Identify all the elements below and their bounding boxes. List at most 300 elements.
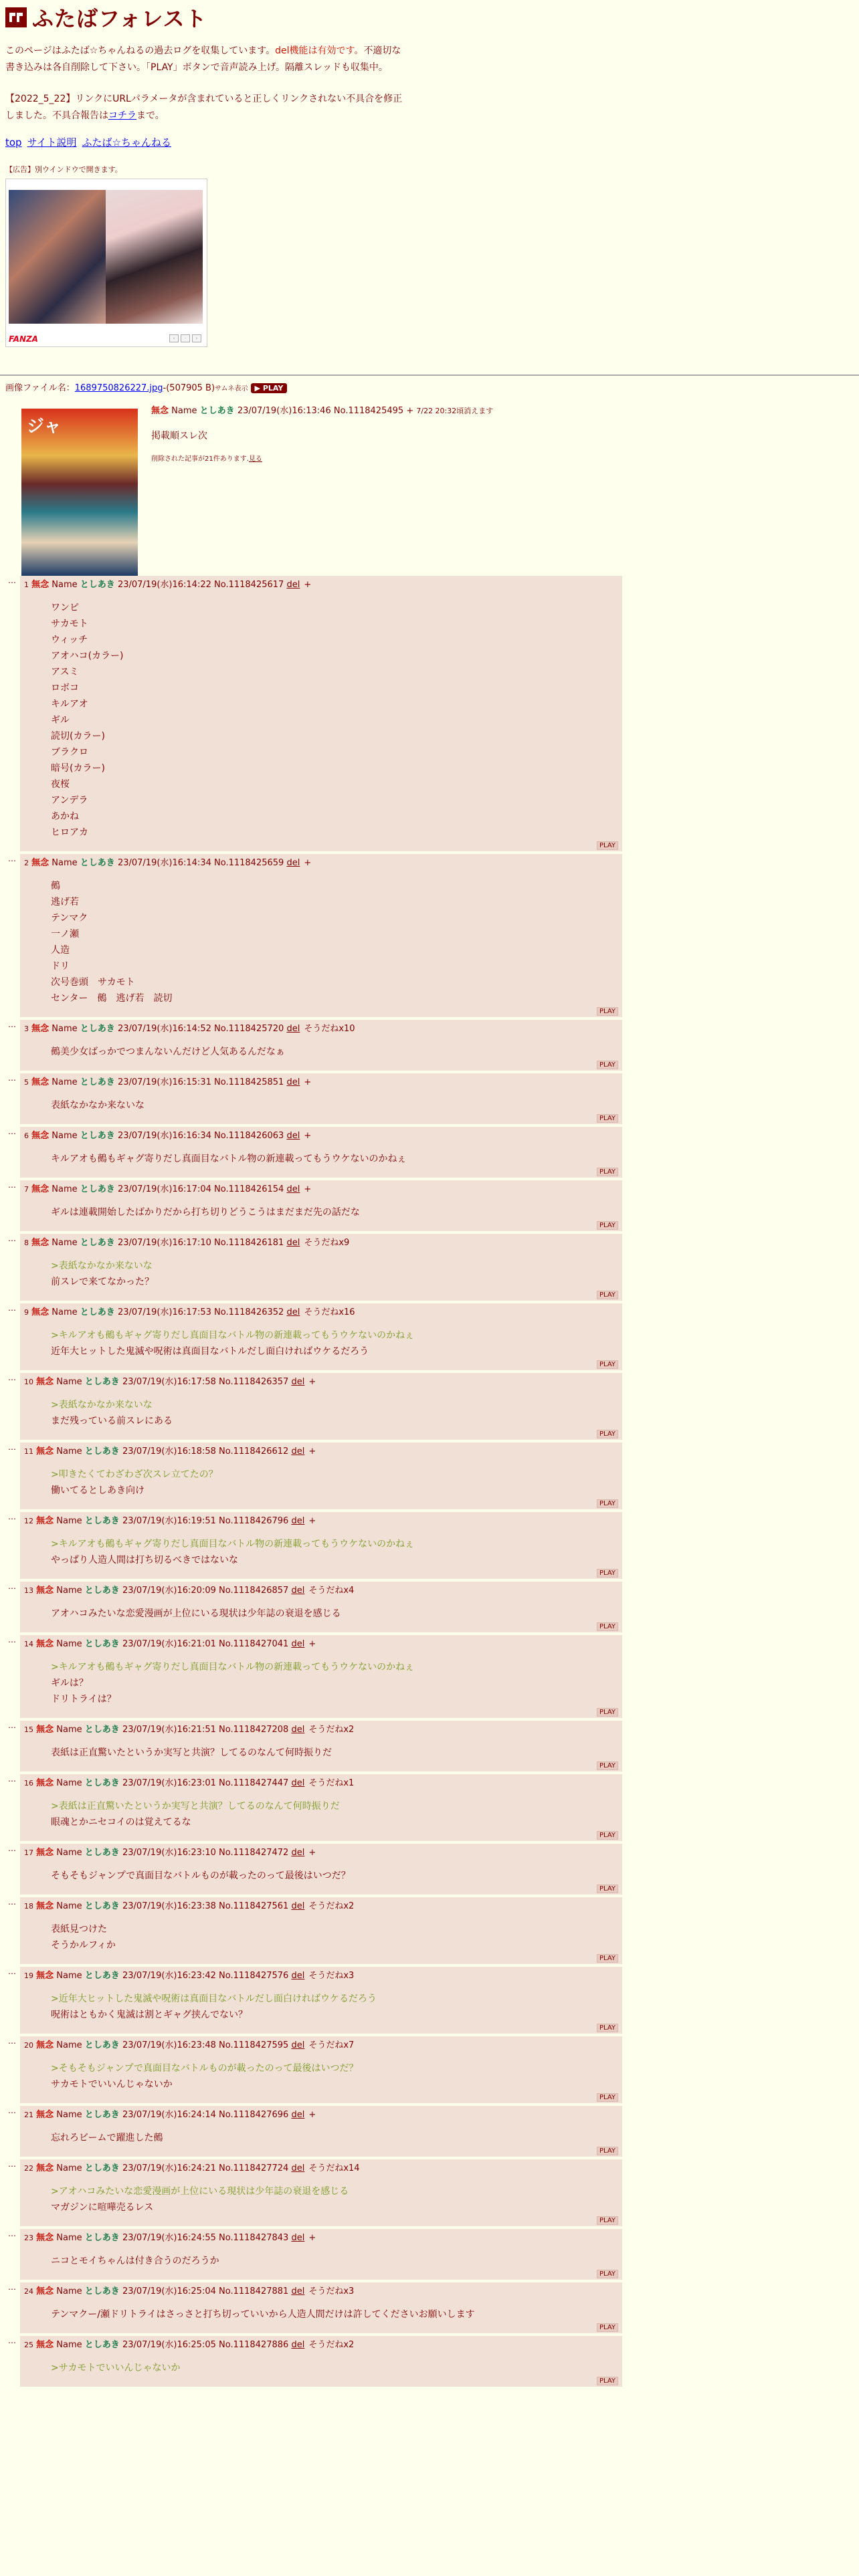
reply-sodane[interactable]: そうだねx2	[308, 2340, 355, 2350]
reply-meta	[24, 1515, 618, 1528]
reply-name-label: Name	[56, 1639, 82, 1649]
reply-sodane[interactable]: +	[308, 1446, 316, 1457]
reply-play-button[interactable]: PLAY	[597, 1430, 618, 1438]
reply-line: サカモトでいいんじゃないか	[51, 2079, 173, 2090]
reply-subject: 無念	[36, 1377, 54, 1387]
reply-name: としあき	[80, 1024, 115, 1034]
reply-number[interactable]: No.1118426357	[219, 1377, 289, 1387]
reply-name-label: Name	[56, 1586, 82, 1596]
reply-index: 18	[24, 1902, 33, 1911]
nav-futaba-link[interactable]: ふたば☆ちゃんねる	[82, 136, 171, 148]
reply-post	[20, 1844, 622, 1895]
reply-number[interactable]: No.1118427576	[219, 1971, 289, 1981]
reply-play-button[interactable]: PLAY	[597, 1708, 618, 1717]
reply-name-label: Name	[56, 2286, 82, 2296]
reply-body	[51, 2306, 618, 2323]
reply-datetime: 23/07/19(水)16:23:48	[122, 2040, 216, 2050]
reply-play	[24, 1623, 618, 1631]
reply-quote: >そもそもジャンプで真面目なバトルものが載ったのって最後はいつだ？	[51, 2063, 359, 2074]
reply-del-link[interactable]: del	[291, 1586, 305, 1596]
reply-row	[5, 854, 848, 1017]
reply-del-link[interactable]: del	[291, 1446, 305, 1457]
report-link[interactable]: コチラ	[108, 110, 136, 121]
reply-line: アンデラ	[51, 795, 88, 806]
reply-meta	[24, 578, 618, 592]
reply-dots: …	[8, 2036, 16, 2046]
reply-dots: …	[8, 2282, 16, 2292]
reply-number[interactable]: No.1118427886	[219, 2340, 289, 2350]
reply-line: そもそもジャンプで真面目なバトルものが載ったのって最後はいつだ？	[51, 1870, 351, 1881]
reply-del-link[interactable]: del	[286, 858, 300, 868]
reply-play-button[interactable]: PLAY	[597, 2024, 618, 2032]
reply-sodane[interactable]: +	[308, 1639, 316, 1649]
thread	[5, 383, 848, 2389]
reply-post	[20, 1020, 622, 1071]
reply-quote: >表紙なかなか来ないな	[51, 1261, 153, 1271]
reply-number[interactable]: No.1118426857	[219, 1586, 289, 1596]
ad-panel-left	[9, 190, 106, 324]
reply-del-link[interactable]: del	[291, 1516, 305, 1526]
ad-panel-right	[106, 190, 203, 324]
reply-del-link[interactable]: del	[291, 2233, 305, 2243]
reply-dots: …	[8, 1582, 16, 1591]
reply-del-link[interactable]: del	[291, 2340, 305, 2350]
reply-play-button[interactable]: PLAY	[597, 2147, 618, 2155]
reply-subject: 無念	[31, 1024, 50, 1034]
reply-subject: 無念	[31, 1238, 50, 1248]
reply-row	[5, 2282, 848, 2333]
reply-name-label: Name	[56, 1971, 82, 1981]
file-name-link[interactable]: 1689750826227.jpg	[74, 383, 163, 393]
reply-datetime: 23/07/19(水)16:24:21	[122, 2163, 216, 2173]
reply-body	[51, 2183, 618, 2216]
reply-row	[5, 1020, 848, 1071]
reply-del-link[interactable]: del	[291, 2286, 305, 2296]
ad-image[interactable]	[9, 190, 203, 324]
reply-number[interactable]: No.1118425659	[214, 858, 284, 868]
reply-datetime: 23/07/19(水)16:17:04	[117, 1184, 211, 1194]
ad-prev-icon[interactable]: ‹	[169, 334, 179, 342]
reply-dots: …	[8, 2229, 16, 2238]
reply-number[interactable]: No.1118427843	[219, 2233, 289, 2243]
reply-subject: 無念	[36, 1639, 54, 1649]
reply-del-link[interactable]: del	[286, 1307, 300, 1317]
reply-post	[20, 2229, 622, 2280]
reply-play-button[interactable]: PLAY	[597, 2216, 618, 2225]
reply-number[interactable]: No.1118427881	[219, 2286, 289, 2296]
reply-sodane[interactable]: そうだねx1	[308, 1778, 355, 1788]
reply-sodane[interactable]: そうだねx2	[308, 1725, 355, 1735]
reply-line: 呪術はともかく鬼滅は割とギャグ挟んでない？	[51, 2010, 248, 2020]
reply-del-link[interactable]: del	[291, 1848, 305, 1858]
reply-subject: 無念	[31, 1077, 50, 1087]
op-play-button[interactable]: ▶ PLAY	[251, 383, 288, 393]
reply-datetime: 23/07/19(水)16:18:58	[122, 1446, 216, 1457]
reply-play-button[interactable]: PLAY	[597, 1831, 618, 1840]
reply-line: あかね	[51, 811, 79, 822]
reply-line: テンマク	[51, 913, 88, 924]
reply-play-button[interactable]: PLAY	[597, 1569, 618, 1578]
reply-line: 読切(カラー)	[51, 731, 105, 742]
reply-play-button[interactable]: PLAY	[597, 1360, 618, 1369]
reply-del-link[interactable]: del	[286, 1077, 300, 1087]
reply-del-link[interactable]: del	[286, 580, 300, 590]
op-name-label: Name	[171, 406, 197, 416]
reply-line: ギルは連載開始したばかりだから打ち切りどうこうはまだまだ先の話だな	[51, 1207, 360, 1218]
reply-body	[51, 1745, 618, 1761]
reply-play	[24, 1115, 618, 1123]
reply-del-link[interactable]: del	[291, 1639, 305, 1649]
site-title: ふたばフォレスト	[32, 6, 207, 31]
reply-sodane[interactable]: そうだねx10	[304, 1024, 355, 1034]
reply-play-button[interactable]: PLAY	[597, 1061, 618, 1069]
reply-dots: …	[8, 1303, 16, 1313]
reply-meta	[24, 857, 618, 870]
reply-subject: 無念	[36, 2233, 54, 2243]
reply-del-link[interactable]: del	[286, 1024, 300, 1034]
reply-del-link[interactable]: del	[291, 2040, 305, 2050]
reply-row	[5, 1967, 848, 2034]
reply-subject: 無念	[36, 2286, 54, 2296]
intro-text	[5, 43, 407, 76]
reply-row	[5, 1774, 848, 1841]
reply-sodane[interactable]: そうだねx16	[304, 1307, 355, 1317]
reply-play	[24, 1832, 618, 1840]
reply-play	[24, 2024, 618, 2032]
reply-line: アオハコ(カラー)	[51, 651, 124, 661]
reply-name-label: Name	[56, 1778, 82, 1788]
reply-play	[24, 842, 618, 850]
reply-del-link[interactable]: del	[291, 1778, 305, 1788]
reply-index: 1	[24, 580, 29, 589]
deleted-count: 削除された記事が21件あります.	[151, 455, 249, 463]
reply-post	[20, 2336, 622, 2387]
reply-del-link[interactable]: del	[286, 1131, 300, 1141]
reply-play-button[interactable]: PLAY	[597, 1221, 618, 1230]
reply-index: 19	[24, 1971, 33, 1980]
reply-meta	[24, 1306, 618, 1319]
reply-play-button[interactable]: PLAY	[597, 1622, 618, 1631]
reply-index: 9	[24, 1308, 29, 1317]
reply-play-button[interactable]: PLAY	[597, 2270, 618, 2278]
reply-row	[5, 2106, 848, 2157]
reply-name: としあき	[80, 580, 115, 590]
op-subject: 無念	[151, 406, 169, 416]
file-size: -(507905 B)	[163, 383, 215, 393]
reply-dots: …	[8, 1967, 16, 1976]
reply-body	[51, 1921, 618, 1953]
reply-sodane[interactable]: そうだねx14	[308, 2163, 360, 2173]
reply-subject: 無念	[36, 1848, 54, 1858]
reply-name-label: Name	[56, 2340, 82, 2350]
reply-body	[51, 1258, 618, 1290]
reply-sodane[interactable]: そうだねx9	[304, 1238, 350, 1248]
op-meta	[151, 405, 493, 418]
reply-datetime: 23/07/19(水)16:25:04	[122, 2286, 216, 2296]
reply-dots: …	[8, 1721, 16, 1730]
reply-quote: >近年大ヒットした鬼滅や呪術は真面目なバトルだし面白ければウケるだろう	[51, 1994, 377, 2004]
reply-play-button[interactable]: PLAY	[597, 1114, 618, 1123]
reply-body	[51, 1606, 618, 1622]
reply-datetime: 23/07/19(水)16:17:53	[117, 1307, 211, 1317]
reply-line: ウィッチ	[51, 635, 88, 645]
reply-play	[24, 1709, 618, 1717]
reply-line: 眼魂とかニセコイのは覚えてるな	[51, 1817, 191, 1828]
reply-number[interactable]: No.1118427447	[219, 1778, 289, 1788]
reply-play-button[interactable]: PLAY	[597, 1954, 618, 1963]
reply-row	[5, 1303, 848, 1370]
reply-body	[51, 1868, 618, 1884]
reply-play	[24, 1291, 618, 1299]
thumb-title-text: ジャ	[27, 417, 62, 437]
reply-play-button[interactable]: PLAY	[597, 841, 618, 850]
file-label: 画像ファイル名：	[5, 383, 75, 393]
reply-line: ギル	[51, 715, 70, 726]
reply-play-button[interactable]: PLAY	[597, 2093, 618, 2102]
reply-play	[24, 2217, 618, 2225]
reply-datetime: 23/07/19(水)16:20:09	[122, 1586, 216, 1596]
reply-row	[5, 2036, 848, 2103]
reply-number[interactable]: No.1118427472	[219, 1848, 289, 1858]
reply-line: 忘れろビームで躍進した鵺	[51, 2133, 163, 2143]
reply-name-label: Name	[56, 1446, 82, 1457]
reply-name-label: Name	[56, 1901, 82, 1911]
reply-index: 13	[24, 1586, 33, 1595]
reply-play-button[interactable]: PLAY	[597, 1168, 618, 1176]
reply-row	[5, 1234, 848, 1301]
reply-line: 一ノ瀬	[51, 929, 79, 940]
reply-sodane[interactable]: +	[304, 580, 312, 590]
op-body	[151, 405, 493, 463]
reply-subject: 無念	[31, 858, 50, 868]
reply-subject: 無念	[31, 1184, 50, 1194]
reply-sodane[interactable]: そうだねx3	[308, 2286, 355, 2296]
reply-dots: …	[8, 1774, 16, 1784]
notice-text: 【2022_5_22】リンクにURLパラメータが含まれていると正しくリンクされない不具合を修正しました。不具合報告は	[5, 94, 403, 121]
ad-pager[interactable]	[169, 334, 201, 342]
reply-play	[24, 1430, 618, 1438]
reply-meta	[24, 1900, 618, 1913]
ad-label: 【広告】別ウインドウで開きます。	[5, 165, 122, 174]
reply-row	[5, 2159, 848, 2226]
reply-post	[20, 1721, 622, 1772]
reply-sodane[interactable]: +	[308, 1377, 316, 1387]
reply-sodane[interactable]: +	[304, 1131, 312, 1141]
reply-name-label: Name	[56, 2163, 82, 2173]
reply-datetime: 23/07/19(水)16:25:05	[122, 2340, 216, 2350]
reply-sodane[interactable]: +	[304, 1077, 312, 1087]
reply-meta	[24, 1076, 618, 1089]
reply-subject: 無念	[36, 1971, 54, 1981]
reply-sodane[interactable]: そうだねx2	[308, 1901, 355, 1911]
reply-quote: >叩きたくてわざわざ次スレ立てたの？	[51, 1469, 218, 1480]
ad-next-icon[interactable]: ›	[192, 334, 201, 342]
reply-dots: …	[8, 1127, 16, 1136]
nav-about-link[interactable]: サイト説明	[27, 136, 77, 148]
reply-line: 人造	[51, 945, 70, 956]
reply-body	[51, 1044, 618, 1060]
reply-index: 11	[24, 1447, 33, 1456]
reply-number[interactable]: No.1118427724	[219, 2163, 289, 2173]
reply-datetime: 23/07/19(水)16:14:52	[117, 1024, 211, 1034]
reply-subject: 無念	[36, 2110, 54, 2120]
reply-play	[24, 2377, 618, 2385]
show-deleted-link[interactable]: 見る	[248, 455, 262, 463]
reply-datetime: 23/07/19(水)16:14:22	[117, 580, 211, 590]
reply-sodane[interactable]: +	[308, 1848, 316, 1858]
reply-line: やっぱり人造人間は打ち切るべきではないな	[51, 1555, 238, 1566]
reply-row	[5, 1442, 848, 1509]
reply-name: としあき	[84, 2110, 120, 2120]
reply-line: 表紙なかなか来ないな	[51, 1100, 145, 1111]
reply-del-link[interactable]: del	[291, 2163, 305, 2173]
reply-number[interactable]: No.1118427595	[219, 2040, 289, 2050]
reply-sodane[interactable]: +	[304, 858, 312, 868]
reply-meta	[24, 2109, 618, 2122]
reply-subject: 無念	[36, 1586, 54, 1596]
reply-subject: 無念	[36, 1725, 54, 1735]
reply-play	[24, 1885, 618, 1893]
reply-play-button[interactable]: PLAY	[597, 2377, 618, 2385]
reply-number[interactable]: No.1118426352	[214, 1307, 284, 1317]
reply-del-link[interactable]: del	[286, 1238, 300, 1248]
reply-sodane[interactable]: +	[308, 1516, 316, 1526]
reply-row	[5, 1721, 848, 1772]
reply-name-label: Name	[52, 1131, 78, 1141]
reply-del-link[interactable]: del	[291, 2110, 305, 2120]
reply-subject: 無念	[36, 2340, 54, 2350]
reply-name: としあき	[80, 1131, 115, 1141]
reply-play	[24, 1222, 618, 1230]
reply-row	[5, 1844, 848, 1895]
reply-del-link[interactable]: del	[286, 1184, 300, 1194]
reply-number[interactable]: No.1118426063	[214, 1131, 284, 1141]
reply-number[interactable]: No.1118427696	[219, 2110, 289, 2120]
reply-number[interactable]: No.1118426796	[219, 1516, 289, 1526]
reply-play-button[interactable]: PLAY	[597, 2323, 618, 2332]
reply-body	[51, 2253, 618, 2269]
reply-sodane[interactable]: そうだねx4	[308, 1586, 355, 1596]
reply-number[interactable]: No.1118426181	[214, 1238, 284, 1248]
reply-name: としあき	[84, 1848, 120, 1858]
reply-line: サカモト	[51, 619, 88, 629]
reply-meta	[24, 2339, 618, 2352]
reply-index: 16	[24, 1779, 33, 1788]
reply-row	[5, 2336, 848, 2387]
reply-number[interactable]: No.1118425720	[214, 1024, 284, 1034]
reply-sodane[interactable]: +	[304, 1184, 312, 1194]
reply-line: キルアオ	[51, 699, 88, 710]
reply-number[interactable]: No.1118426154	[214, 1184, 284, 1194]
reply-del-link[interactable]: del	[291, 1901, 305, 1911]
reply-play	[24, 2147, 618, 2155]
reply-line: ニコとモイちゃんは付き合うのだろうか	[51, 2256, 219, 2266]
reply-name: としあき	[84, 1778, 120, 1788]
reply-quote: >アオハコみたいな恋愛漫画が上位にいる現状は少年誌の衰退を感じる	[51, 2186, 349, 2197]
reply-post	[20, 1234, 622, 1301]
op-name: としあき	[199, 406, 235, 416]
reply-number[interactable]: No.1118427041	[219, 1639, 289, 1649]
reply-play-button[interactable]: PLAY	[597, 1885, 618, 1893]
reply-play	[24, 1061, 618, 1069]
reply-number[interactable]: No.1118427208	[219, 1725, 289, 1735]
reply-dots: …	[8, 2106, 16, 2115]
reply-number[interactable]: No.1118425617	[214, 580, 284, 590]
op-number[interactable]: No.1118425495	[333, 406, 404, 416]
reply-play-button[interactable]: PLAY	[597, 1291, 618, 1299]
reply-post	[20, 1127, 622, 1178]
reply-play	[24, 1762, 618, 1770]
reply-index: 15	[24, 1725, 33, 1734]
reply-subject: 無念	[31, 1131, 50, 1141]
reply-subject: 無念	[36, 1901, 54, 1911]
reply-datetime: 23/07/19(水)16:23:38	[122, 1901, 216, 1911]
reply-dots: …	[8, 1073, 16, 1083]
reply-datetime: 23/07/19(水)16:23:01	[122, 1778, 216, 1788]
reply-body	[51, 1327, 618, 1360]
reply-number[interactable]: No.1118427561	[219, 1901, 289, 1911]
reply-name-label: Name	[56, 1725, 82, 1735]
reply-name-label: Name	[52, 1238, 78, 1248]
update-notice	[5, 91, 407, 124]
reply-name-label: Name	[52, 1184, 78, 1194]
reply-body	[51, 1991, 618, 2023]
reply-line: 前スレで来てなかった？	[51, 1277, 154, 1287]
reply-name-label: Name	[52, 858, 78, 868]
ad-dot-icon[interactable]: ·	[181, 334, 190, 342]
reply-number[interactable]: No.1118425851	[214, 1077, 284, 1087]
op-thumbnail[interactable]	[21, 409, 138, 576]
reply-play	[24, 1570, 618, 1578]
reply-name: としあき	[84, 2163, 120, 2173]
reply-play-button[interactable]: PLAY	[597, 1007, 618, 1016]
reply-play	[24, 2270, 618, 2278]
reply-post	[20, 2282, 622, 2333]
reply-index: 22	[24, 2164, 33, 2173]
reply-sodane[interactable]: そうだねx3	[308, 1971, 355, 1981]
op-sodane[interactable]: +	[406, 406, 414, 416]
reply-subject: 無念	[31, 1307, 50, 1317]
reply-datetime: 23/07/19(水)16:21:01	[122, 1639, 216, 1649]
reply-line: ロボコ	[51, 683, 79, 693]
ad-banner[interactable]	[5, 179, 207, 347]
reply-dots: …	[8, 1180, 16, 1190]
reply-del-link[interactable]: del	[291, 1377, 305, 1387]
reply-sodane[interactable]: +	[308, 2233, 316, 2243]
reply-body	[51, 2060, 618, 2092]
reply-number[interactable]: No.1118426612	[219, 1446, 289, 1457]
reply-sodane[interactable]: そうだねx7	[308, 2040, 355, 2050]
reply-del-link[interactable]: del	[291, 1725, 305, 1735]
reply-sodane[interactable]: +	[308, 2110, 316, 2120]
reply-body	[51, 1798, 618, 1830]
reply-body	[51, 1467, 618, 1499]
reply-datetime: 23/07/19(水)16:23:10	[122, 1848, 216, 1858]
reply-del-link[interactable]: del	[291, 1971, 305, 1981]
reply-line: 近年大ヒットした鬼滅や呪術は真面目なバトルだし面白ければウケるだろう	[51, 1346, 369, 1357]
reply-body	[51, 2130, 618, 2146]
reply-index: 21	[24, 2111, 33, 2119]
reply-index: 8	[24, 1239, 29, 1247]
reply-line: 表紙見つけた	[51, 1924, 107, 1935]
reply-name-label: Name	[56, 1377, 82, 1387]
reply-play-button[interactable]: PLAY	[597, 1761, 618, 1770]
nav-top-link[interactable]: top	[5, 136, 22, 148]
reply-post	[20, 1635, 622, 1718]
reply-play	[24, 1168, 618, 1176]
reply-play-button[interactable]: PLAY	[597, 1499, 618, 1508]
reply-name: としあき	[80, 858, 115, 868]
